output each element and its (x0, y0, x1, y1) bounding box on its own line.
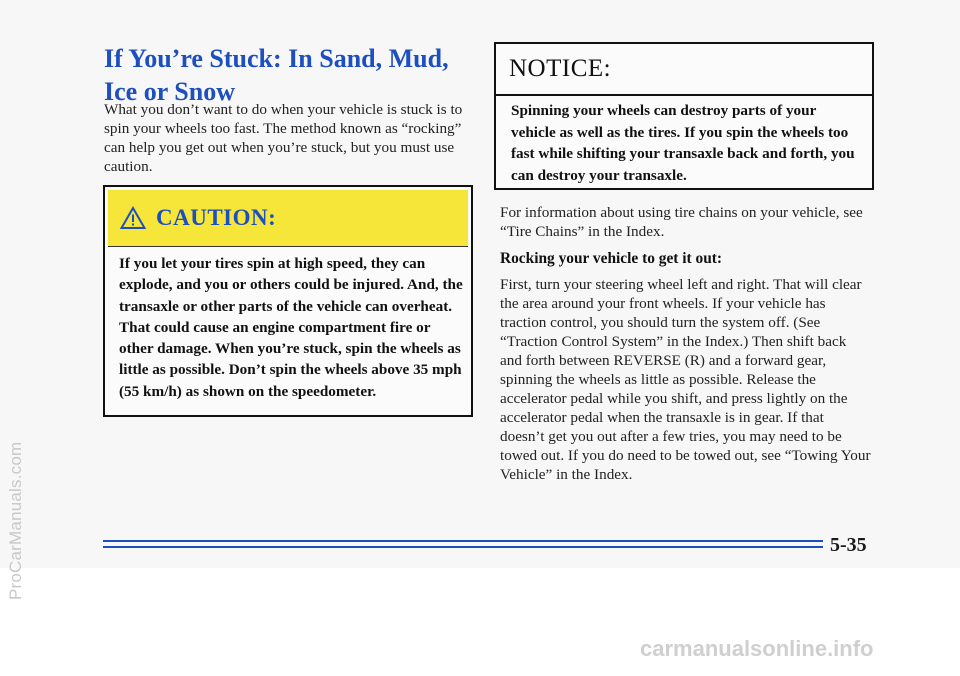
side-watermark: ProCarManuals.com (6, 441, 25, 600)
rocking-paragraph: First, turn your steering wheel left and right. That will clear the area around your front wheels. If your vehicle has traction control, you should turn the system off. (See “Traction Control System” in the Index.) Then shift back and forth between REVERSE (R) and a forward gear, spinning the wheels as little as possible. Release the accelerator pedal while you shift, and press lightly on the accelerator pedal when the transaxle is in gear. If that doesn’t get you out after a few tries, you may need to be towed out. If you do need to be towed out, see “Towing Your Vehicle” in the Index. (500, 276, 871, 483)
caution-title: CAUTION: (156, 205, 277, 230)
bottom-watermark-text: carmanualsonline.info (640, 636, 874, 661)
caution-banner (108, 190, 468, 247)
footer-rules (103, 540, 823, 552)
tire-chains-paragraph: For information about using tire chains on your vehicle, see “Tire Chains” in the Index. (500, 204, 863, 240)
notice-box (494, 42, 874, 190)
bottom-watermark (640, 628, 950, 666)
warning-triangle-icon (120, 206, 146, 230)
notice-text: Spinning your wheels can destroy parts of your vehicle as well as the tires. If you spin the wheels too fast while shifting your transaxle back and forth, you can destroy your transaxle. (511, 102, 855, 184)
caution-box (103, 185, 473, 417)
notice-title: NOTICE: (509, 55, 612, 82)
notice-header (496, 44, 872, 96)
section-heading: If You’re Stuck: In Sand, Mud, Ice or Snow (104, 44, 449, 106)
caution-text: If you let your tires spin at high speed, they can explode, and you or others could be injured. And, the transaxle or other parts of the vehicle can overheat. That could cause an engine compartment fire or other damage. When you’re stuck, spin the wheels as little as possible. Don’t spin the wheels above 35 mph (55 km/h) as shown on the speedometer. (119, 255, 463, 400)
page-number: 5-35 (830, 534, 867, 556)
rocking-heading: Rocking your vehicle to get it out: (500, 250, 722, 267)
intro-paragraph: What you don’t want to do when your vehicle is stuck is to spin your wheels too fast. The method known as “rocking” can help you get out when you’re stuck, but you must use caution. (104, 101, 463, 175)
footer-rule-bottom (103, 546, 823, 548)
footer-rule-top (103, 540, 823, 542)
